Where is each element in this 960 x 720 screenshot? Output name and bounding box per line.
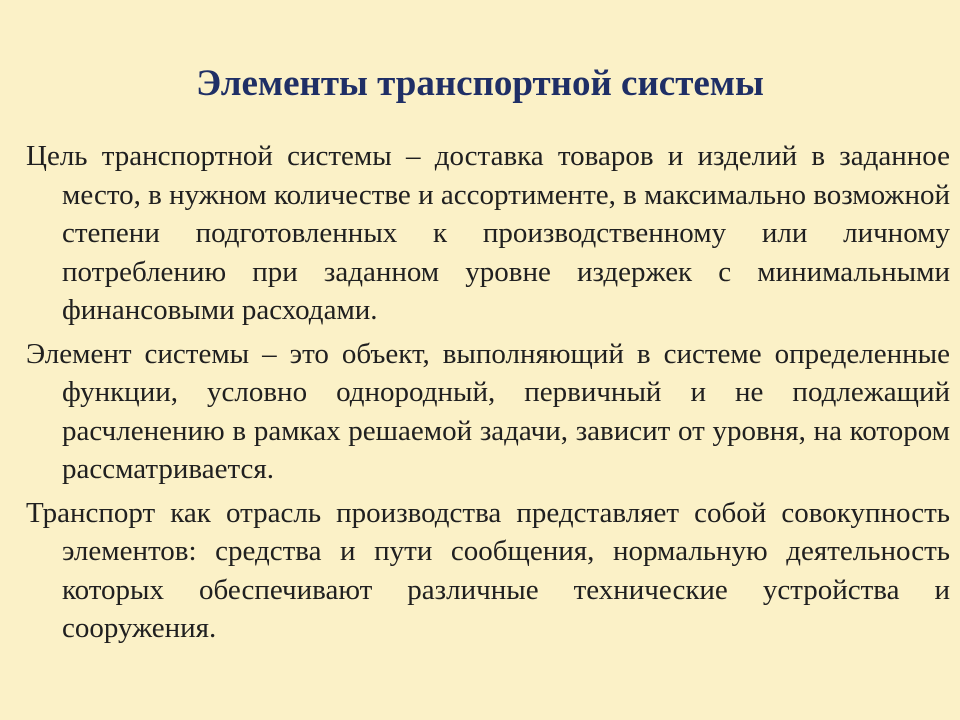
paragraph-transport-industry: Транспорт как отрасль производства представляет собой совокупность элементов: средства и пути сообщения, нормальную деятельность которых обеспечивают различные технические устройства и сооружения. [26,496,950,644]
slide-title: Элементы транспортной системы [196,63,764,104]
paragraph-goal: Цель транспортной системы – доставка товаров и изделий в заданное место, в нужном количестве и ассортименте, в максимально возможной степени подготовленных к производственному или личному потреблению при заданном уровне издержек с минимальными финансовыми расходами. [26,140,950,326]
slide-body [26,137,950,653]
paragraph-element-definition: Элемент системы – это объект, выполняющий в системе определенные функции, условно однородный, первичный и не подлежащий расчленению в рамках решаемой задачи, зависит от уровня, на котором рассматривается. [26,337,950,485]
